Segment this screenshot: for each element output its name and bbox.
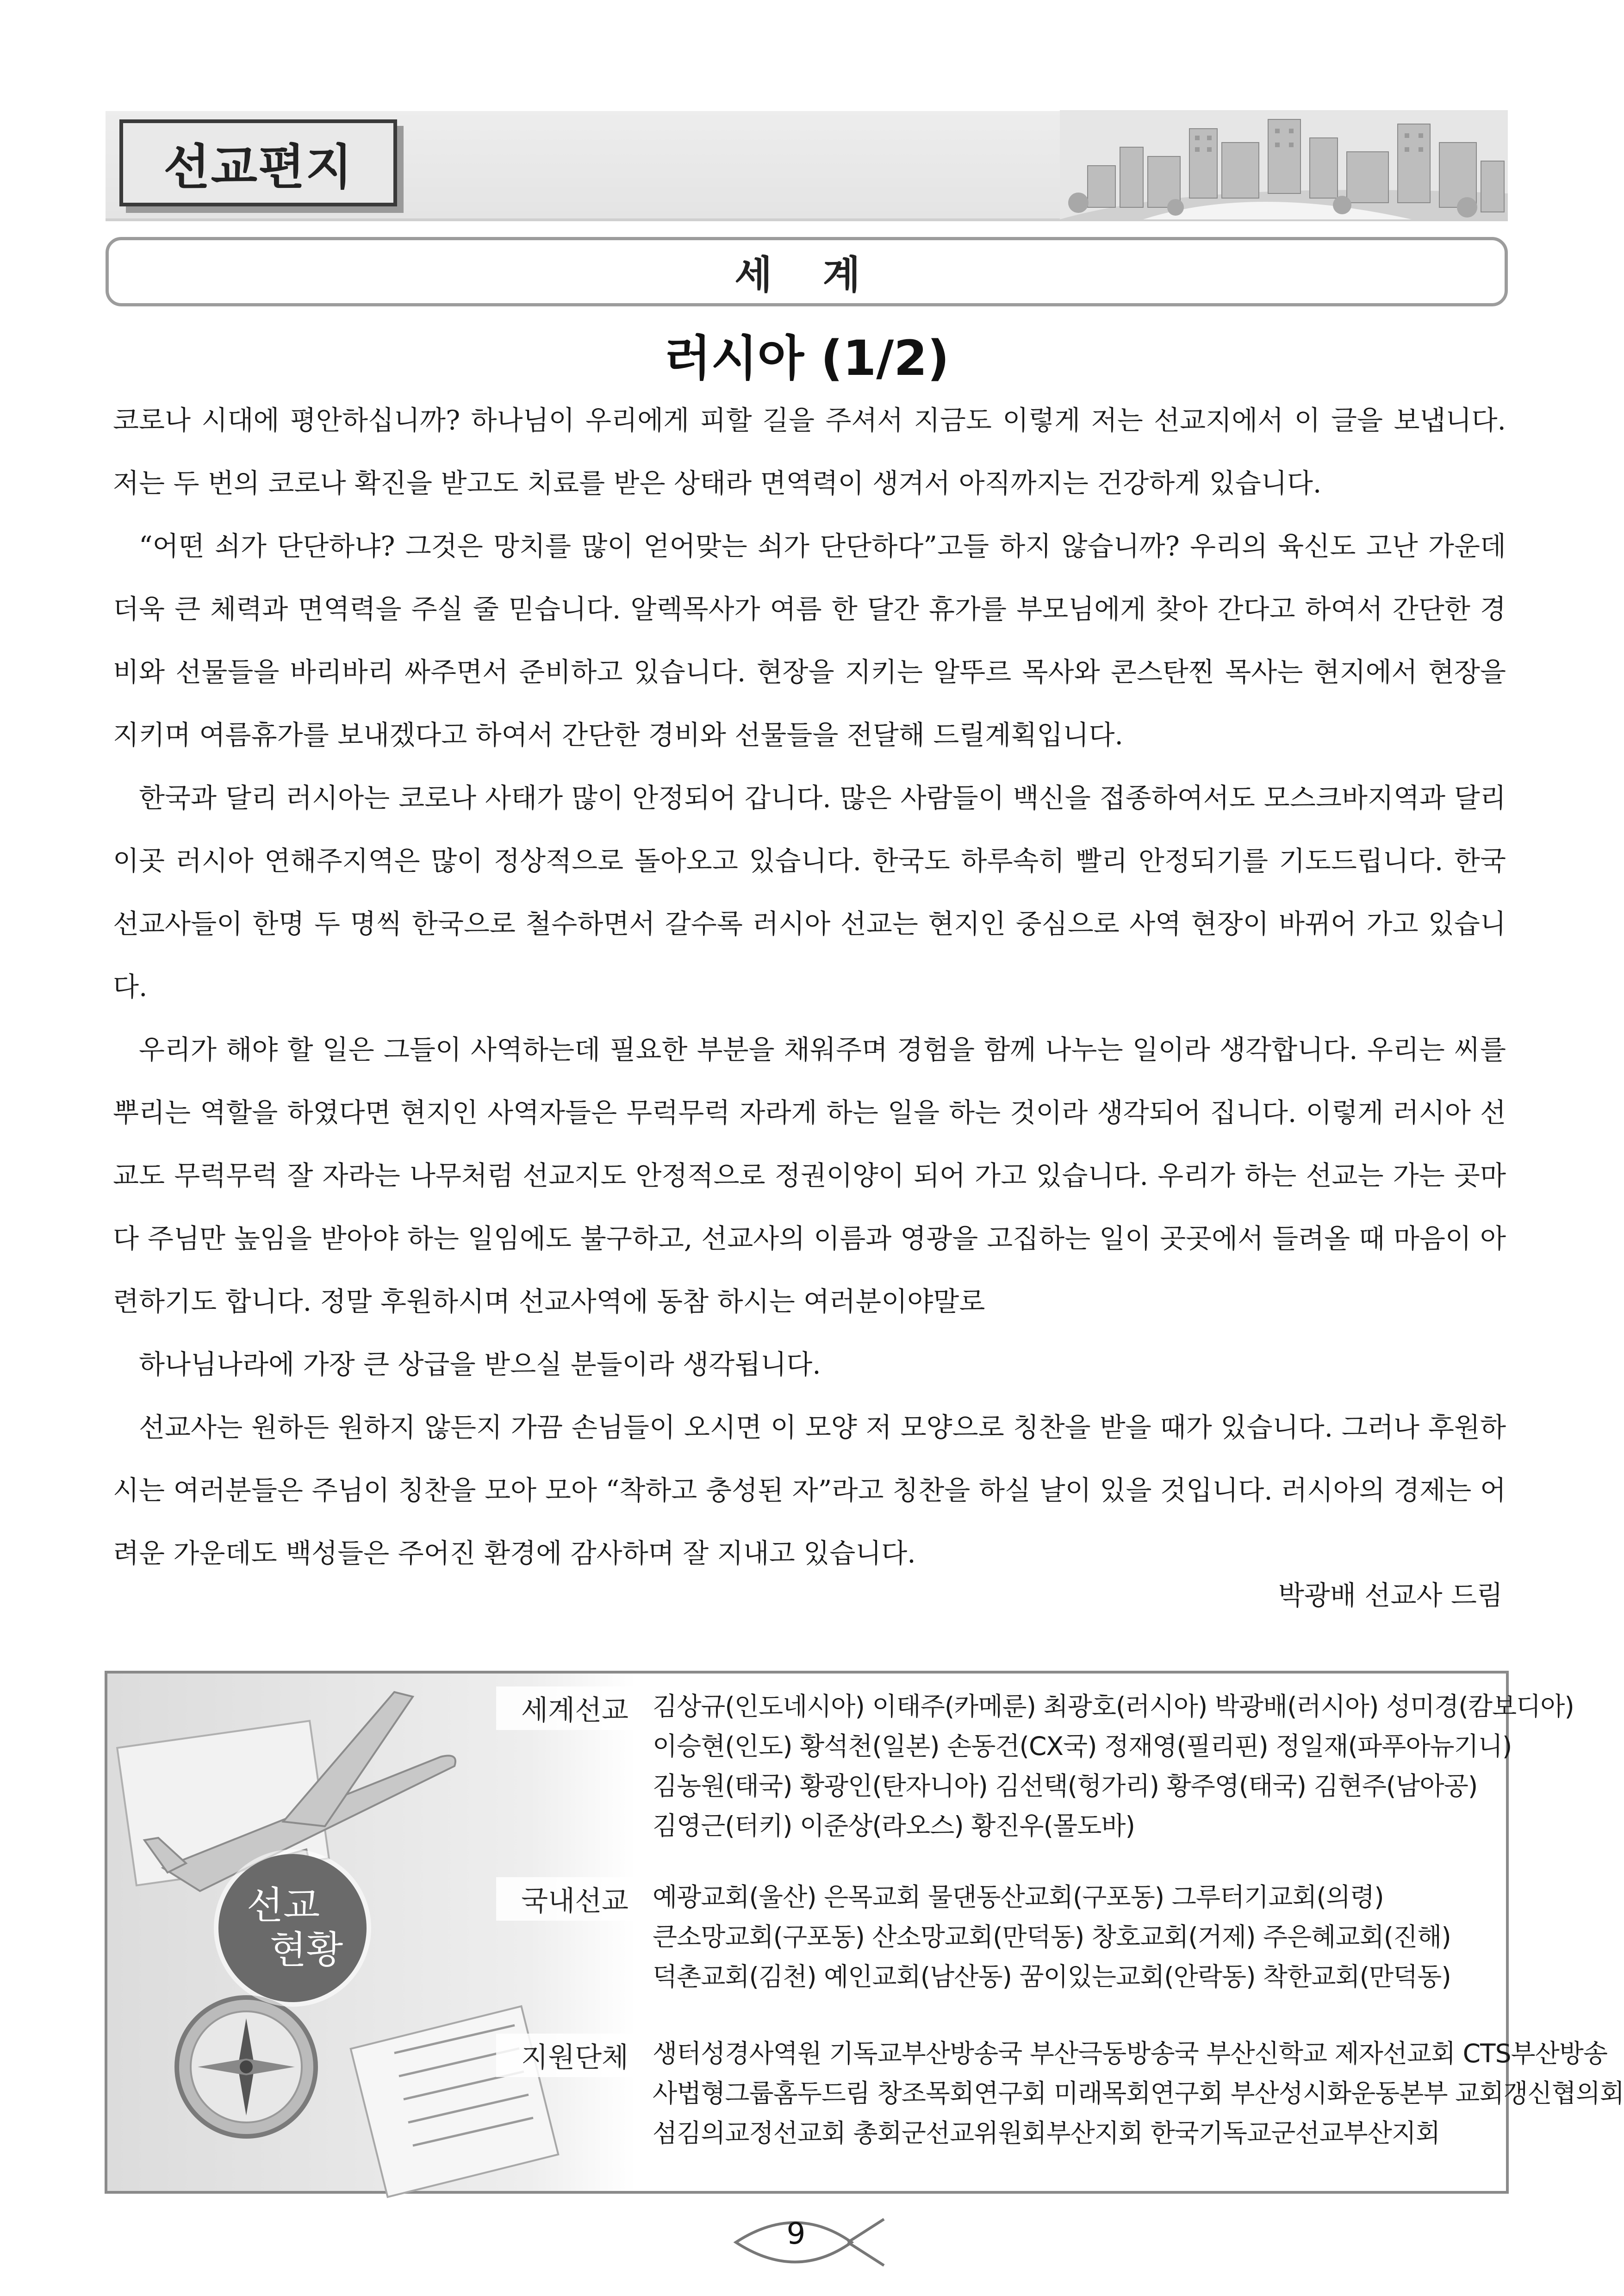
mission-status-box — [105, 1671, 1624, 2194]
article-title: 러시아 (1/2) — [664, 330, 950, 386]
list-line: 큰소망교회(구포동) 산소망교회(만덕동) 창호교회(거제) 주은혜교회(진해) — [653, 1922, 1451, 1952]
list-line: 예광교회(울산) 은목교회 물댄동산교회(구포동) 그루터기교회(의령) — [653, 1882, 1384, 1912]
world-mission-list — [653, 1686, 1574, 1846]
article-paragraph: 하나님나라에 가장 큰 상급을 받으실 분들이라 생각됩니다. — [139, 1349, 821, 1380]
article-body — [113, 389, 1506, 1585]
page-number-area — [727, 2208, 893, 2277]
list-line: 생터성경사역원 기독교부산방송국 부산극동방송국 부산신학교 제자선교회 CTS부산방송 — [653, 2039, 1608, 2068]
support-group-label: 지원단체 — [496, 2034, 635, 2077]
domestic-mission-label: 국내선교 — [496, 1877, 635, 1921]
list-line: 사법형그룹홈두드림 창조목회연구회 미래목회연구회 부산성시화운동본부 교회갱신협의회 — [653, 2078, 1624, 2108]
list-line: 김농원(태국) 황광인(탄자니아) 김선택(헝가리) 황주영(태국) 김현주(남아공) — [653, 1771, 1478, 1801]
domestic-mission-list — [653, 1877, 1509, 1997]
list-line: 섬김의교정선교회 총회군선교위원회부산지회 한국기독교군선교부산지회 — [653, 2118, 1440, 2148]
page-number: 9 — [786, 2217, 806, 2251]
badge-line-1: 선교 — [246, 1884, 320, 1928]
section-title-box — [119, 119, 397, 206]
travel-illustration — [107, 1674, 635, 2191]
list-line: 덕촌교회(김천) 예인교회(남산동) 꿈이있는교회(안락동) 착한교회(만덕동) — [653, 1962, 1451, 1991]
article-paragraph: 우리가 해야 할 일은 그들이 사역하는데 필요한 부분을 채워주며 경험을 함께 나누는 일이라 생각합니다. 우리는 씨를 뿌리는 역할을 하였다면 현지인 사역자들은 무럭무럭 자라게 하는 일을 하는 것이라 생각되어 집니다. 이렇게 러시아 선교도 무럭무럭 잘 자라는 나무처럼 선교지도 안정적으로 정권이양이 되어 가고 있습니다. 우리가 하는 선교는 가는 곳마다 주님만 높임을 받아야 하는 일임에도 불구하고, 선교사의 이름과 영광을 고집하는 일이 곳곳에서 들려올 때 마음이 아련하기도 합니다. 정말 후원하시며 선교사역에 동참 하시는 여러분이야말로 — [113, 1034, 1506, 1317]
article-paragraph: 코로나 시대에 평안하십니까? 하나님이 우리에게 피할 길을 주셔서 지금도 이렇게 저는 선교지에서 이 글을 보냅니다. 저는 두 번의 코로나 확진을 받고도 치료를 받은 상태라 면역력이 생겨서 아직까지는 건강하게 있습니다. — [113, 404, 1506, 499]
mission-status-badge — [218, 1854, 367, 2002]
article-paragraph: 선교사는 원하든 원하지 않든지 가끔 손님들이 오시면 이 모양 저 모양으로 칭찬을 받을 때가 있습니다. 그러나 후원하시는 여러분들은 주님이 칭찬을 모아 모아 “착하고 충성된 자”라고 칭찬을 하실 날이 있을 것입니다. 러시아의 경제는 어려운 가운데도 백성들은 주어진 환경에 감사하며 잘 지내고 있습니다. — [113, 1412, 1506, 1569]
signature: 박광배 선교사 드림 — [1278, 1580, 1503, 1611]
list-line: 김영근(터키) 이준상(라오스) 황진우(몰도바) — [653, 1811, 1135, 1841]
world-mission-label: 세계선교 — [496, 1686, 635, 1730]
city-illustration — [1060, 110, 1508, 219]
article-paragraph: “어떤 쇠가 단단하냐? 그것은 망치를 많이 얻어맞는 쇠가 단단하다”고들 하지 않습니까? 우리의 육신도 고난 가운데 더욱 큰 체력과 면역력을 주실 줄 믿습니다. 알렉목사가 여름 한 달간 휴가를 부모님에게 찾아 간다고 하여서 간단한 경비와 선물들을 바리바리 싸주면서 준비하고 있습니다. 현장을 지키는 알뚜르 목사와 콘스탄찐 목사는 현지에서 현장을 지키며 여름휴가를 보내겠다고 하여서 간단한 경비와 선물들을 전달해 드릴계획입니다. — [113, 530, 1506, 751]
category-label: 세 계 — [734, 252, 879, 298]
badge-line-2: 현황 — [269, 1928, 343, 1972]
article-paragraph: 한국과 달리 러시아는 코로나 사태가 많이 안정되어 갑니다. 많은 사람들이 백신을 접종하여서도 모스크바지역과 달리이곳 러시아 연해주지역은 많이 정상적으로 돌아오고 있습니다. 한국도 하루속히 빨리 안정되기를 기도드립니다. 한국 선교사들이 한명 두 명씩 한국으로 철수하면서 갈수록 러시아 선교는 현지인 중심으로 사역 현장이 바뀌어 가고 있습니다. — [113, 782, 1506, 1002]
list-line: 김상규(인도네시아) 이태주(카메룬) 최광호(러시아) 박광배(러시아) 성미경(캄보디아) — [653, 1692, 1574, 1721]
support-group-list — [653, 2034, 1624, 2153]
category-header — [106, 237, 1508, 306]
list-line: 이승현(인도) 황석천(일본) 손동건(CX국) 정재영(필리핀) 정일재(파푸아뉴기니) — [653, 1731, 1512, 1761]
section-title: 선교편지 — [163, 139, 353, 195]
